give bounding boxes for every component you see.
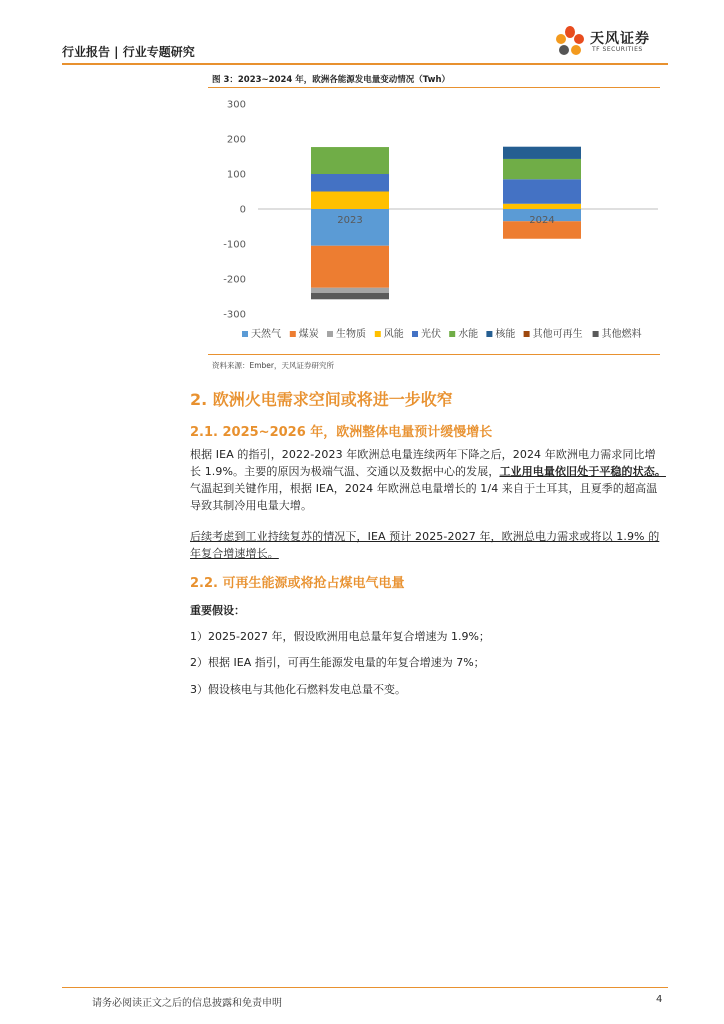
bar-segment-2024 xyxy=(503,147,581,159)
bar-segment-2023 xyxy=(311,174,389,192)
section-2-1-heading: 2.1. 2025~2026 年，欧洲整体电量预计缓慢增长 xyxy=(190,425,493,440)
y-tick-label: 300 xyxy=(226,99,246,111)
y-tick-label: -300 xyxy=(223,309,246,321)
x-category-label: 2024 xyxy=(529,215,555,226)
section-2-1-paragraph-1 xyxy=(190,446,666,514)
legend-label: 其他可再生 xyxy=(532,329,583,340)
figure-bottom-rule xyxy=(208,354,660,355)
legend-swatch xyxy=(327,331,333,337)
p1-highlight: 工业用电量依旧处于平稳的状态。 xyxy=(499,465,666,478)
bar-segment-2023 xyxy=(311,192,389,210)
legend-swatch xyxy=(524,331,530,337)
report-type: 行业报告 | 行业专题研究 xyxy=(62,45,195,59)
assumptions-title: 重要假设： xyxy=(190,604,245,617)
y-tick-label: -100 xyxy=(223,239,246,251)
x-category-label: 2023 xyxy=(337,215,363,226)
legend-label: 天然气 xyxy=(251,329,281,340)
company-logo xyxy=(552,24,668,62)
legend-swatch xyxy=(449,331,455,337)
bar-segment-2023 xyxy=(311,288,389,293)
legend-swatch xyxy=(593,331,599,337)
section-2-2-heading: 2.2. 可再生能源或将抢占煤电气电量 xyxy=(190,576,405,591)
y-tick-label: -200 xyxy=(223,274,246,286)
page-header xyxy=(62,31,668,66)
figure-top-rule xyxy=(208,87,660,88)
legend-label: 煤炭 xyxy=(298,329,319,340)
section-2-heading: 2. 欧洲火电需求空间或将进一步收窄 xyxy=(190,390,453,409)
y-tick-label: 0 xyxy=(239,204,246,216)
bar-segment-2024 xyxy=(503,179,581,204)
assumption-2: 2）根据 IEA 指引，可再生能源发电量的年复合增速为 7%； xyxy=(190,656,485,669)
legend-label: 水能 xyxy=(458,329,479,340)
legend-label: 其他燃料 xyxy=(601,329,642,340)
bar-segment-2024 xyxy=(503,204,581,209)
figure-source: 资料来源：Ember，天风证券研究所 xyxy=(212,361,335,370)
p1-text-b: 气温起到关键作用，根据 IEA，2024 年欧洲总电量增长的 1/4 来自于土耳其，且夏季的超高温导致其制冷用电量大增。 xyxy=(190,482,658,512)
header-divider xyxy=(62,63,668,65)
legend-swatch xyxy=(242,331,248,337)
logo-text-en: TF SECURITIES xyxy=(592,46,643,53)
bar-segment-2023 xyxy=(311,147,389,174)
section-2-1-paragraph-2: 后续考虑到工业持续复苏的情况下，IEA 预计 2025-2027 年，欧洲总电力需求或将以 1.9% 的年复合增速增长。 xyxy=(190,530,660,560)
y-tick-label: 100 xyxy=(226,169,246,181)
legend-label: 生物质 xyxy=(336,329,366,340)
page-number: 4 xyxy=(656,994,663,1005)
legend-label: 风能 xyxy=(383,329,404,340)
legend-swatch xyxy=(290,331,296,337)
assumption-1: 1）2025-2027 年，假设欧洲用电总量年复合增速为 1.9%； xyxy=(190,630,490,643)
stacked-bar-chart xyxy=(208,90,660,352)
legend-swatch xyxy=(486,331,492,337)
p1-text-a: 根据 IEA 的指引，2022-2023 年欧洲总电量连续两年下降之后，2024 年欧洲电力需求同比增长 1.9%。主要的原因为极端气温、交通以及数据中心的发展， xyxy=(190,448,656,478)
bar-segment-2024 xyxy=(503,159,581,179)
bar-segment-2023 xyxy=(311,246,389,288)
logo-text-cn: 天风证券 xyxy=(590,31,650,47)
bar-segment-2023 xyxy=(311,293,389,299)
legend-label: 核能 xyxy=(495,329,516,340)
y-tick-label: 200 xyxy=(226,134,246,146)
legend-swatch xyxy=(375,331,381,337)
footer-disclaimer: 请务必阅读正文之后的信息披露和免责申明 xyxy=(92,998,282,1009)
legend-swatch xyxy=(412,331,418,337)
flower-logo-icon xyxy=(552,24,588,60)
figure-caption: 图 3：2023~2024 年，欧洲各能源发电量变动情况（Twh） xyxy=(212,75,451,85)
assumption-3: 3）假设核电与其他化石燃料发电总量不变。 xyxy=(190,683,406,696)
legend-label: 光伏 xyxy=(421,329,441,340)
footer-divider xyxy=(62,987,668,988)
